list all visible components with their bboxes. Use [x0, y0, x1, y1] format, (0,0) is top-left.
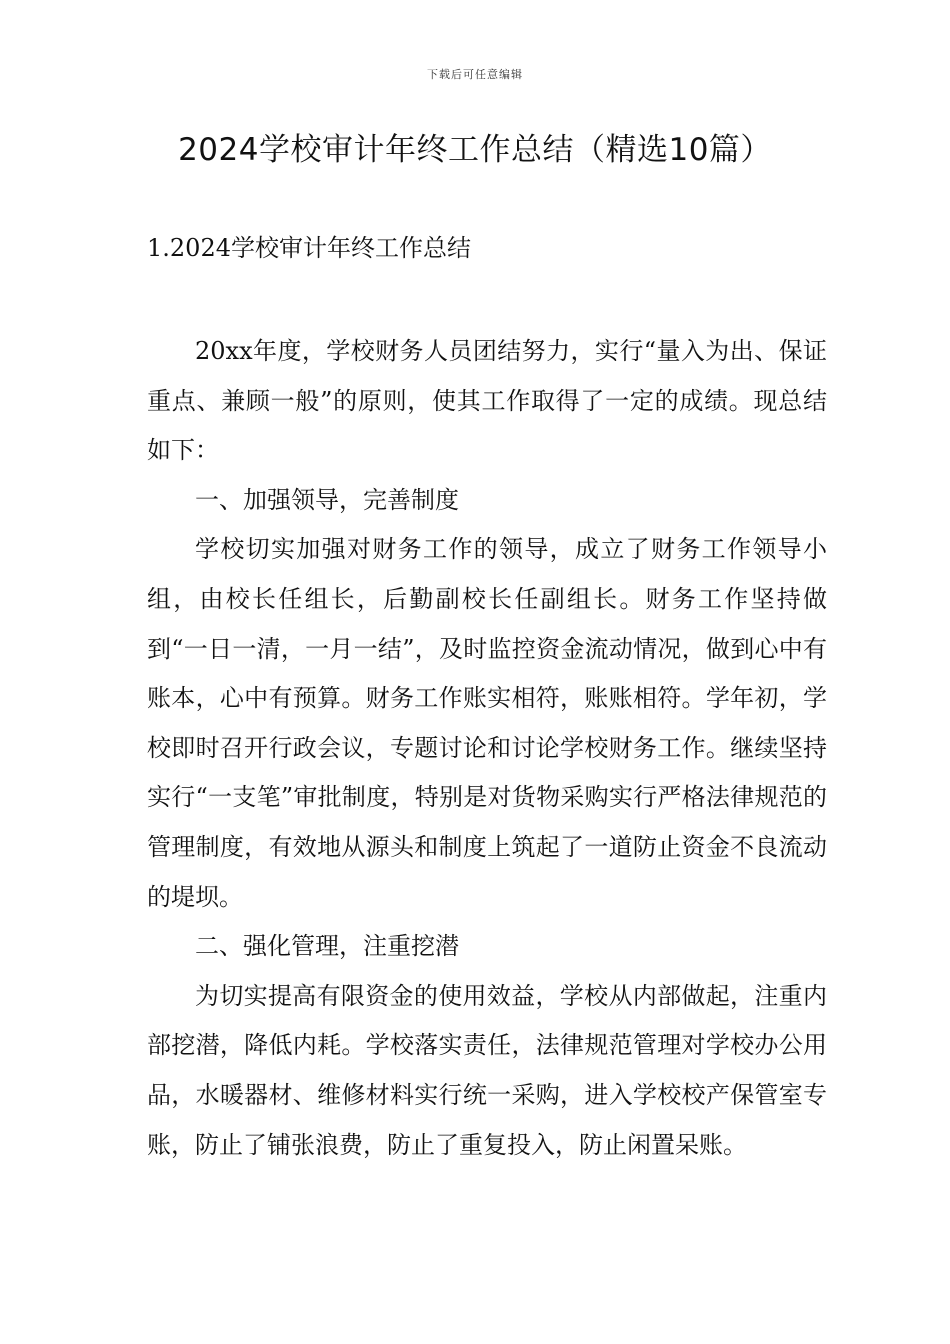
section-heading: 1.2024学校审计年终工作总结	[147, 234, 471, 262]
header-note: 下载后可任意编辑	[427, 68, 523, 81]
paragraph-leadership: 学校切实加强对财务工作的领导，成立了财务工作领导小组，由校长任组长，后勤副校长任副组长。财务工作坚持做到“一日一清，一月一结”，及时监控资金流动情况，做到心中有账本，心中有预算。财务工作账实相符，账账相符。学年初，学校即时召开行政会议，专题讨论和讨论学校财务工作。继续坚持实行“一支笔”审批制度，特别是对货物采购实行严格法律规范的管理制度，有效地从源头和制度上筑起了一道防止资金不良流动的堤坝。	[147, 535, 827, 911]
paragraph-management: 为切实提高有限资金的使用效益，学校从内部做起，注重内部挖潜，降低内耗。学校落实责任，法律规范管理对学校办公用品，水暖器材、维修材料实行统一采购，进入学校校产保管室专账，防止了铺张浪费，防止了重复投入，防止闲置呆账。	[147, 981, 827, 1159]
subheading-leadership: 一、加强领导，完善制度	[195, 485, 459, 514]
paragraph-intro: 20xx年度，学校财务人员团结努力，实行“量入为出、保证重点、兼顾一般”的原则，使其工作取得了一定的成绩。现总结如下：	[147, 337, 827, 465]
document-body	[147, 327, 827, 1170]
document-title: 2024学校审计年终工作总结（精选10篇）	[178, 132, 772, 168]
subheading-management: 二、强化管理，注重挖潜	[195, 932, 459, 961]
